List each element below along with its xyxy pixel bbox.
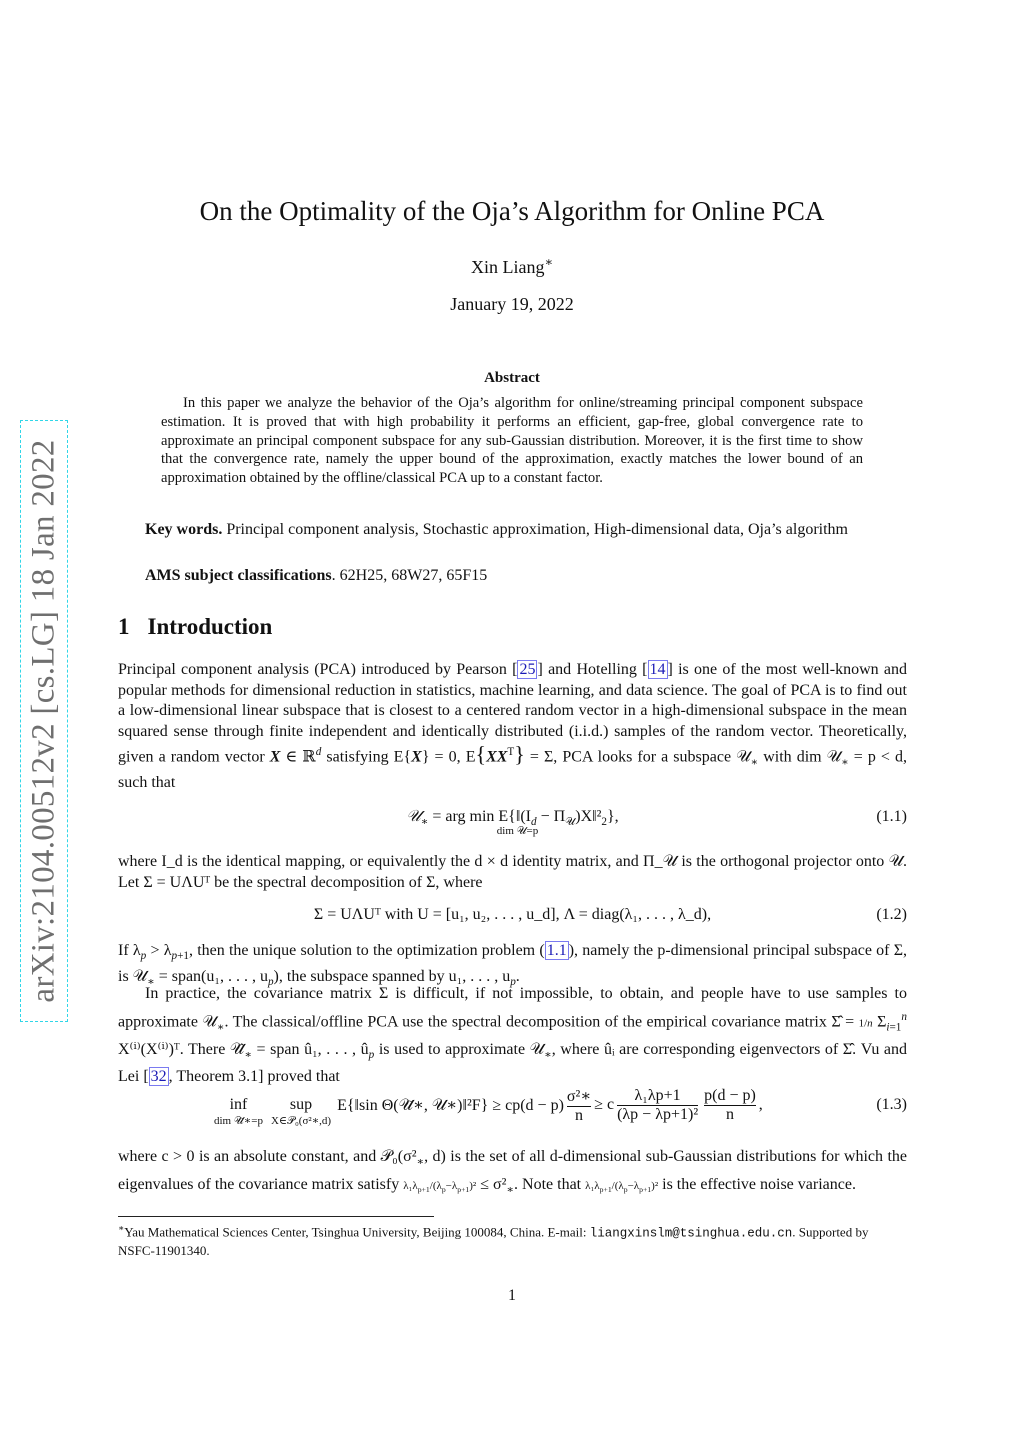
fraction: [617, 1087, 698, 1124]
text: n: [725, 1105, 734, 1123]
text: satisfying E{: [321, 748, 412, 766]
date: January 19, 2022: [450, 294, 574, 314]
intro-paragraph-5: where c > 0 is an absolute constant, and $𝒫_0(\sigma^2_∗$, d) is the set of all d-dimensional sub-Gaussian distributions for which the eigenvalues of the covariance matrix satisfy $\lambda_1\lambda_{p+1}/(\lambda_p-\lambda_{p+1})^2 \le \sigma^2_∗$. Note that $\lambda_1\lambda_{p+1}/(\lambda_p-\lambda_{p+1})^2$ is the effective noise variance.: [118, 1148, 908, 1196]
equation-body: 𝒰$_∗$ = arg $\min E\{‖(I_d$ − $\Pi_𝒰)X‖^2_2$}, dim 𝒰=p: [118, 808, 907, 838]
text: In practice, the covariance matrix Σ is difficult, if not impossible, to obtain, and people have to use samples to approximate 𝒰: [118, 985, 907, 1030]
text: = p < d, such that: [118, 748, 908, 792]
equation-subscript: dim 𝒰=p: [496, 825, 539, 838]
section-heading: [118, 614, 272, 640]
keywords-label: Key words.: [145, 521, 223, 538]
text: > λ: [146, 942, 172, 959]
fraction: [567, 1086, 591, 1125]
section-title: Introduction: [147, 614, 273, 639]
text: . Supported by NSFC-11901340.: [118, 1224, 869, 1259]
citation-link-14[interactable]: 14: [649, 661, 666, 678]
ams-classifications: [118, 566, 907, 587]
equation-tag: (1.3): [876, 1096, 907, 1113]
text: E{‖sin Θ(𝒰̃∗, 𝒰∗)‖²F} ≥ cp(d − p): [337, 1097, 564, 1114]
email-link[interactable]: liangxinslm@tsinghua.edu.cn: [589, 1226, 793, 1241]
paper-title: On the Optimality of the Oja’s Algorithm for Online PCA: [199, 196, 825, 226]
text: 𝒰: [406, 808, 421, 825]
intro-paragraph-2: where I_d is the identical mapping, or equivalently the d × d identity matrix, and Π_𝒰 is the orthogonal projector onto 𝒰. Let Σ = UΛUᵀ be the spectral decomposition of Σ, where: [118, 853, 907, 891]
text: = span(u₁, . . . , u: [154, 967, 268, 985]
ams-label: AMS subject classifications: [145, 567, 332, 584]
keywords-text: Principal component analysis, Stochastic approximation, High-dimensional data, Oja’s algorithm: [226, 521, 848, 538]
text: . The classical/offline PCA use the spectral decomposition of the empirical covariance matrix Σ̂ =: [224, 1012, 859, 1030]
text: = span û₁, . . . , û: [251, 1040, 369, 1058]
equation-tag: (1.2): [876, 906, 907, 923]
text: n: [575, 1106, 584, 1124]
fraction: [704, 1087, 756, 1124]
text: , where ûᵢ are corresponding eigenvectors of Σ̂. Vu and Lei [: [118, 1040, 908, 1086]
abstract-text: In this paper we analyze the behavior of the Oja’s algorithm for online/streaming principal component subspace estimation. It is proved that with high probability it performs an efficient, gap-free, global convergence rate to approximate an principal component subspace for any sub-Gaussian distribution. Moreover, it is the first time to show that the convergence rate, namely the upper bound of the approximation, exactly matches the lower bound of an approximation obtained by the offline/classical PCA up to a constant factor.: [161, 395, 863, 487]
equation-1-1: [118, 808, 907, 842]
intro-paragraph-3: If $\lambda_p > \lambda_{p+1}$, then the unique solution to the optimization problem ( 1.1 ), namely the p-dimensional principal subspace of Σ, is 𝒰$_∗$ = span(u₁, . . . , $u_p$), the subspace spanned by u₁, . . . , $u_p$.: [118, 942, 908, 988]
equation-reference-link[interactable]: 1.1: [546, 942, 567, 959]
sup-operator: [271, 1082, 331, 1128]
abstract-heading: Abstract: [484, 370, 540, 386]
text: is the effective noise variance.: [658, 1175, 856, 1193]
text: ,: [758, 1096, 763, 1113]
text: X⁽ⁱ⁾(X⁽ⁱ⁾)ᵀ. There 𝒰̂: [118, 1040, 245, 1058]
text: },: [607, 808, 619, 825]
arxiv-stamp: [20, 420, 68, 1022]
text: ), namely the p-dimensional principal subspace of Σ, is 𝒰: [118, 942, 908, 985]
text: Yau Mathematical Sciences Center, Tsinghua University, Beijing 100084, China. E-mail:: [124, 1224, 590, 1240]
author: [0, 254, 1024, 278]
text: X∈𝒫₀(σ²∗,d): [270, 1115, 332, 1127]
text: where c > 0 is an absolute constant, and 𝒫₀(σ²: [118, 1148, 417, 1165]
section-number: 1: [118, 614, 130, 639]
text: (λp − λp+1)²: [617, 1105, 699, 1123]
intro-paragraph-1: Principal component analysis (PCA) introduced by Pearson [ 25 ] and Hotelling [ 14 ] is one of the most well-known and popular methods for dimensional reduction in statistics, machine learning, and data science. The goal of PCA is to find out a low-dimensional linear subspace that is closest to a centered random vector in a high-dimensional subspace in the mean squared sense through finite independent and identically distributed (i.i.d.) samples of the random vector. Theoretically, given a random vector X ∈ ℝ$^d$ satisfying E{X} = 0, $E\{XX^T\} = \Sigma$, PCA looks for a subspace 𝒰$_∗$ with dim 𝒰$_∗$ = p < d, such that: [118, 661, 908, 792]
text: = arg min E{‖(I: [428, 808, 531, 825]
text: )X‖²: [575, 808, 602, 825]
text: with dim 𝒰: [758, 748, 842, 766]
text: ≥ c: [594, 1096, 615, 1113]
text: , Theorem 3.1] proved that: [168, 1068, 340, 1086]
page-number: 1: [508, 1287, 516, 1304]
text: ] is one of the most well-known and popular methods for dimensional reduction in statistics, machine learning, and data science. The goal of PCA is to find out a low-dimensional linear subspace that is closest to a centered random vector in a high-dimensional subspace in the mean squared sense through finite independent and identically distributed (i.i.d.) samples of the random vector. Theoretically, given a random vector: [118, 661, 908, 766]
ams-text: . 62H25, 68W27, 65F15: [331, 567, 488, 584]
citation-link-32[interactable]: 32: [150, 1068, 167, 1086]
keywords: [118, 520, 907, 541]
text: p(d − p): [704, 1086, 756, 1104]
text: . Note that: [514, 1175, 586, 1193]
equation-tag: (1.1): [876, 808, 907, 825]
text: Principal component analysis (PCA) introduced by Pearson [: [118, 661, 518, 678]
text: dim 𝒰̃∗=p: [214, 1115, 263, 1127]
footnote-rule: [118, 1216, 434, 1217]
equation-body: [214, 1082, 814, 1128]
footnote-mark: ∗: [118, 1223, 125, 1233]
inf-operator: [214, 1082, 263, 1128]
citation-link-25[interactable]: 25: [519, 661, 536, 678]
intro-paragraph-4: In practice, the covariance matrix Σ is difficult, if not impossible, to obtain, and people have to use samples to approximate 𝒰$_∗$. The classical/offline PCA use the spectral decomposition of the empirical covariance matrix Σ̂ = 1/n $\Sigma_{i=1}^n$ X⁽ⁱ⁾(X⁽ⁱ⁾)ᵀ. There $𝒰̂_∗$ = span û₁, . . . , $û_p$ is used to approximate 𝒰$_∗$, where ûᵢ are corresponding eigenvectors of Σ̂. Vu and Lei [ 32 , Theorem 3.1] proved that: [118, 985, 908, 1086]
footnote: [118, 1220, 907, 1259]
text: If λ: [118, 942, 141, 959]
text: , then the unique solution to the optimization problem (: [188, 942, 545, 959]
text: Σ: [872, 1012, 887, 1030]
text: sup: [289, 1096, 313, 1113]
text: , d) is the set of all d-dimensional sub-Gaussian distributions for which the eigenvalues of the covariance matrix satisfy: [118, 1148, 908, 1193]
equation-body: Σ = UΛUᵀ with U = [u₁, u₂, . . . , u_d], Λ = diag(λ₁, . . . , λ_d),: [313, 906, 712, 923]
text: } = 0, E: [421, 748, 476, 766]
text: ), the subspace spanned by u₁, . . . , u: [273, 967, 511, 985]
text: − Π: [536, 808, 566, 825]
author-footnote-mark: ∗: [544, 255, 554, 269]
text: λ₁λp+1: [617, 1087, 698, 1106]
text: .: [515, 967, 520, 985]
equation-1-3: [118, 1082, 907, 1130]
text: ] and Hotelling [: [537, 661, 648, 678]
arxiv-id: arXiv:2104.00512v2 [cs.LG] 18 Jan 2022: [25, 439, 62, 1003]
text: is used to approximate 𝒰: [374, 1040, 545, 1058]
text: = Σ, PCA looks for a subspace 𝒰: [524, 748, 751, 766]
text: inf: [229, 1096, 248, 1113]
text: σ²∗: [566, 1087, 592, 1105]
author-name: Xin Liang: [470, 257, 545, 277]
text: ≤ σ²: [476, 1175, 507, 1193]
